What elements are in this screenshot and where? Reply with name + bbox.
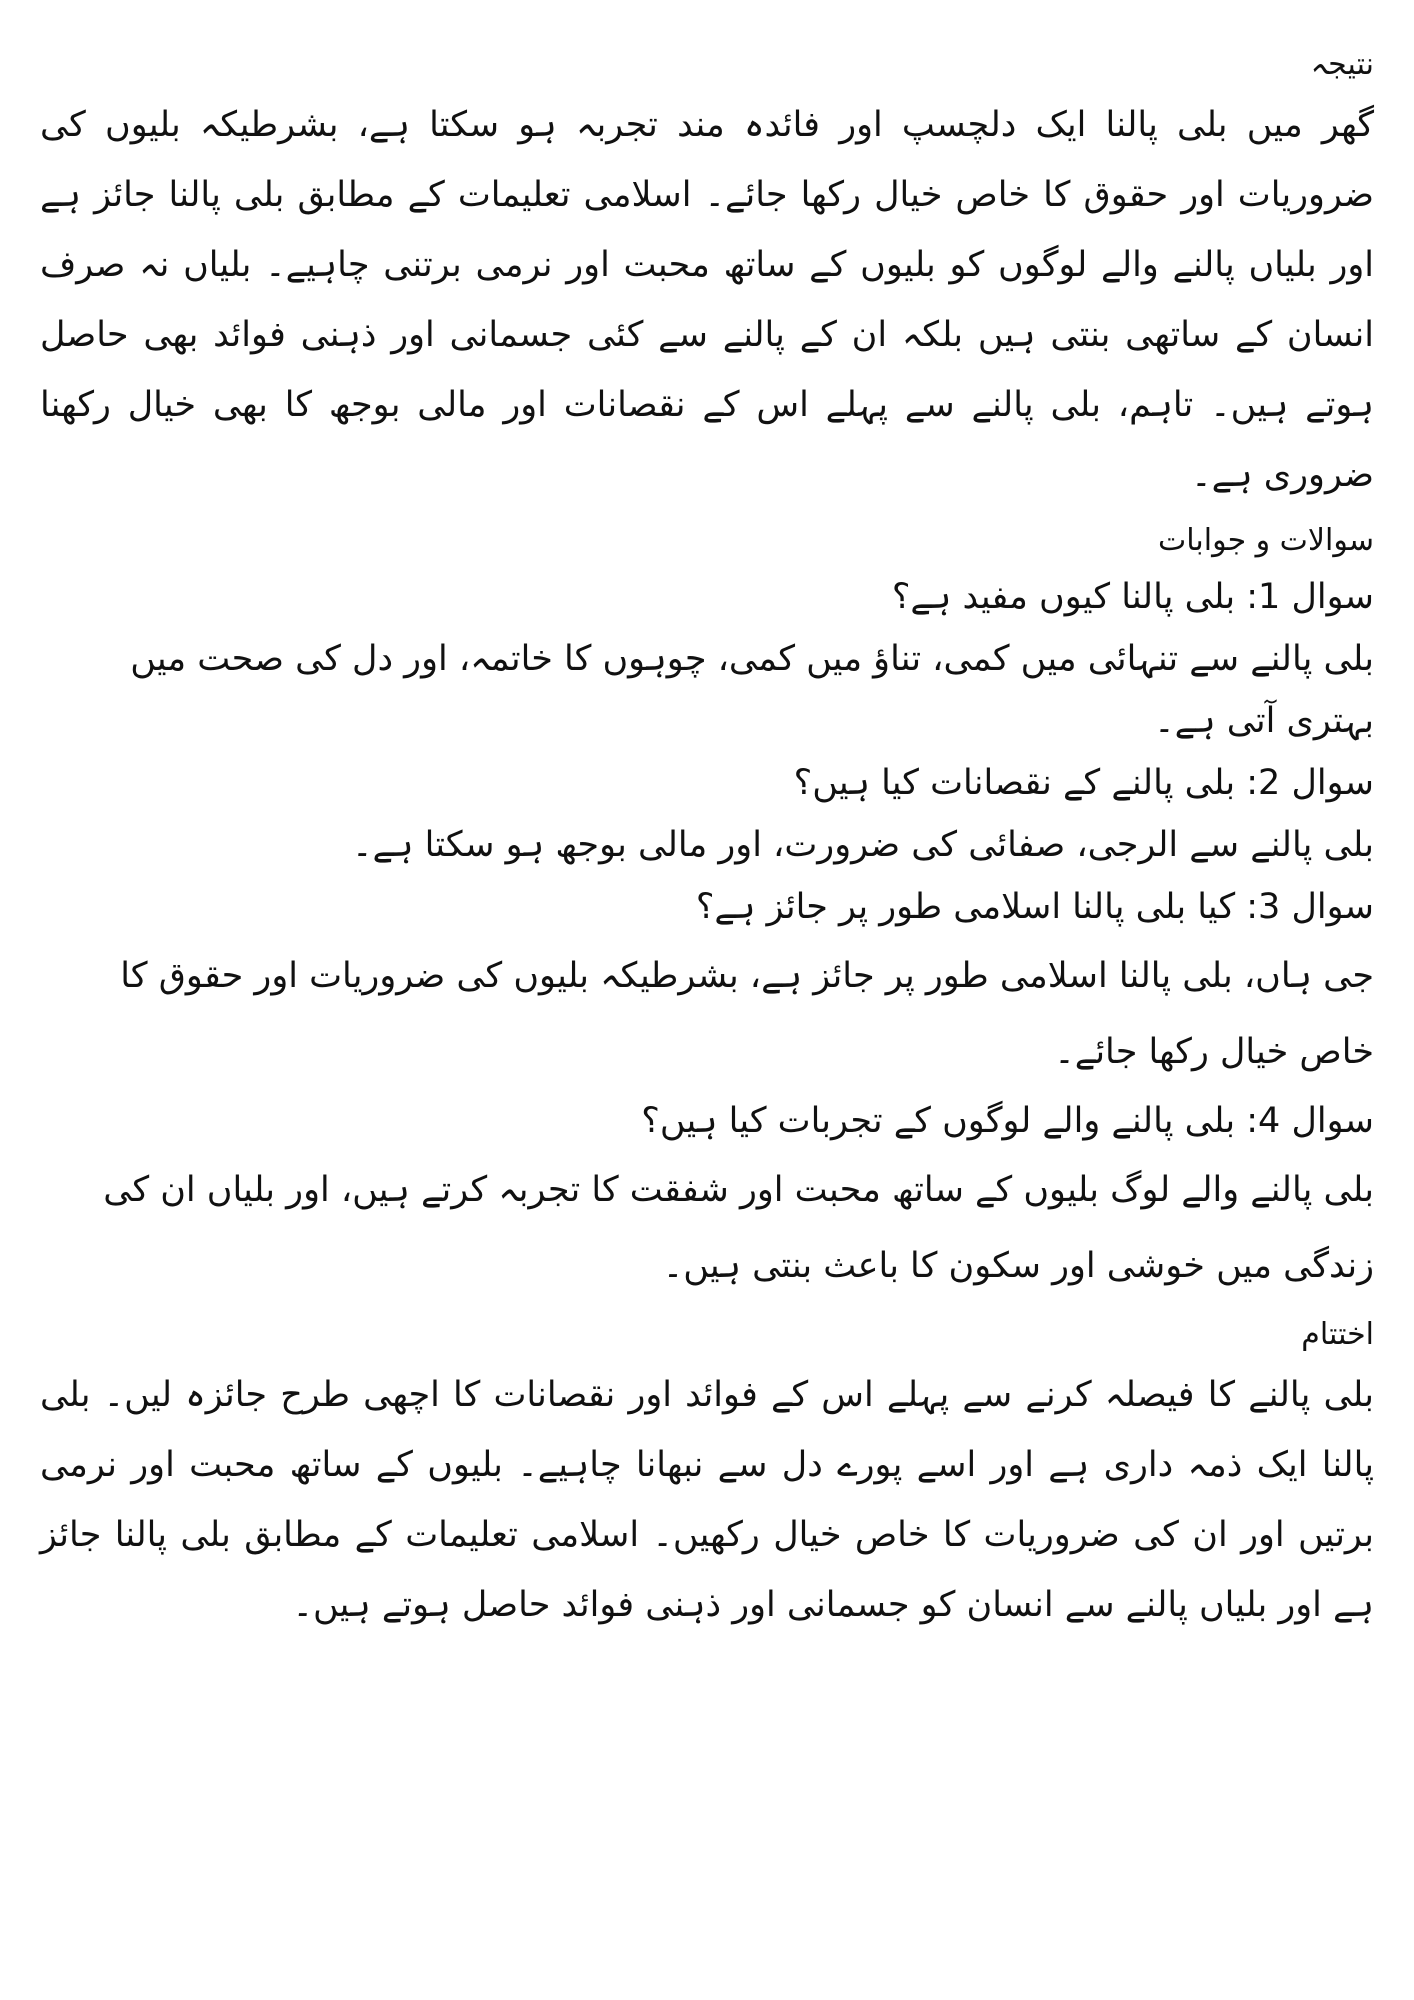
faq-heading: سوالات و جوابات (1158, 523, 1374, 558)
conclusion-heading: نتیجہ (1310, 47, 1374, 82)
faq-answer-4: بلی پالنے والے لوگ بلیوں کے ساتھ محبت اور شفقت کا تجربہ کرتے ہیں، اور بلیاں ان کی زندگی میں خوشی اور سکون کا باعث بنتی ہیں۔ (103, 1170, 1374, 1286)
faq-question-4: سوال 4: بلی پالنے والے لوگوں کے تجربات کیا ہیں؟ (641, 1101, 1374, 1141)
closing-heading: اختتام (1301, 1317, 1374, 1352)
faq-question-1: سوال 1: بلی پالنا کیوں مفید ہے؟ (891, 577, 1374, 617)
document-page (40, 40, 1374, 1960)
faq-answer-3: جی ہاں، بلی پالنا اسلامی طور پر جائز ہے، بشرطیکہ بلیوں کی ضروریات اور حقوق کا خاص خیال رکھا جائے۔ (120, 956, 1374, 1072)
conclusion-paragraph: گھر میں بلی پالنا ایک دلچسپ اور فائدہ مند تجربہ ہو سکتا ہے، بشرطیکہ بلیوں کی ضروریات اور حقوق کا خاص خیال رکھا جائے۔ اسلامی تعلیمات کے مطابق بلی پالنا جائز ہے اور بلیاں پالنے والے لوگوں کو بلیوں کے ساتھ محبت اور نرمی برتنی چاہیے۔ بلیاں نہ صرف انسان کے ساتھی بنتی ہیں بلکہ ان کے پالنے سے کئی جسمانی اور ذہنی فوائد بھی حاصل ہوتے ہیں۔ تاہم، بلی پالنے سے پہلے اس کے نقصانات اور مالی بوجھ کا بھی خیال رکھنا ضروری ہے۔ (40, 105, 1374, 495)
faq-answer-1: بلی پالنے سے تنہائی میں کمی، تناؤ میں کمی، چوہوں کا خاتمہ، اور دل کی صحت میں بہتری آتی ہے۔ (130, 639, 1374, 741)
faq-question-3: سوال 3: کیا بلی پالنا اسلامی طور پر جائز ہے؟ (695, 887, 1374, 927)
closing-paragraph: بلی پالنے کا فیصلہ کرنے سے پہلے اس کے فوائد اور نقصانات کا اچھی طرح جائزہ لیں۔ بلی پالنا ایک ذمہ داری ہے اور اسے پورے دل سے نبھانا چاہیے۔ بلیوں کے ساتھ محبت اور نرمی برتیں اور ان کی ضروریات کا خاص خیال رکھیں۔ اسلامی تعلیمات کے مطابق بلی پالنا جائز ہے اور بلیاں پالنے سے انسان کو جسمانی اور ذہنی فوائد حاصل ہوتے ہیں۔ (40, 1375, 1374, 1625)
faq-item (40, 752, 1374, 876)
faq-answer-2: بلی پالنے سے الرجی، صفائی کی ضرورت، اور مالی بوجھ ہو سکتا ہے۔ (351, 825, 1374, 865)
faq-item (40, 876, 1374, 1090)
faq-item (40, 566, 1374, 752)
faq-item (40, 1090, 1374, 1304)
faq-question-2: سوال 2: بلی پالنے کے نقصانات کیا ہیں؟ (793, 763, 1374, 803)
